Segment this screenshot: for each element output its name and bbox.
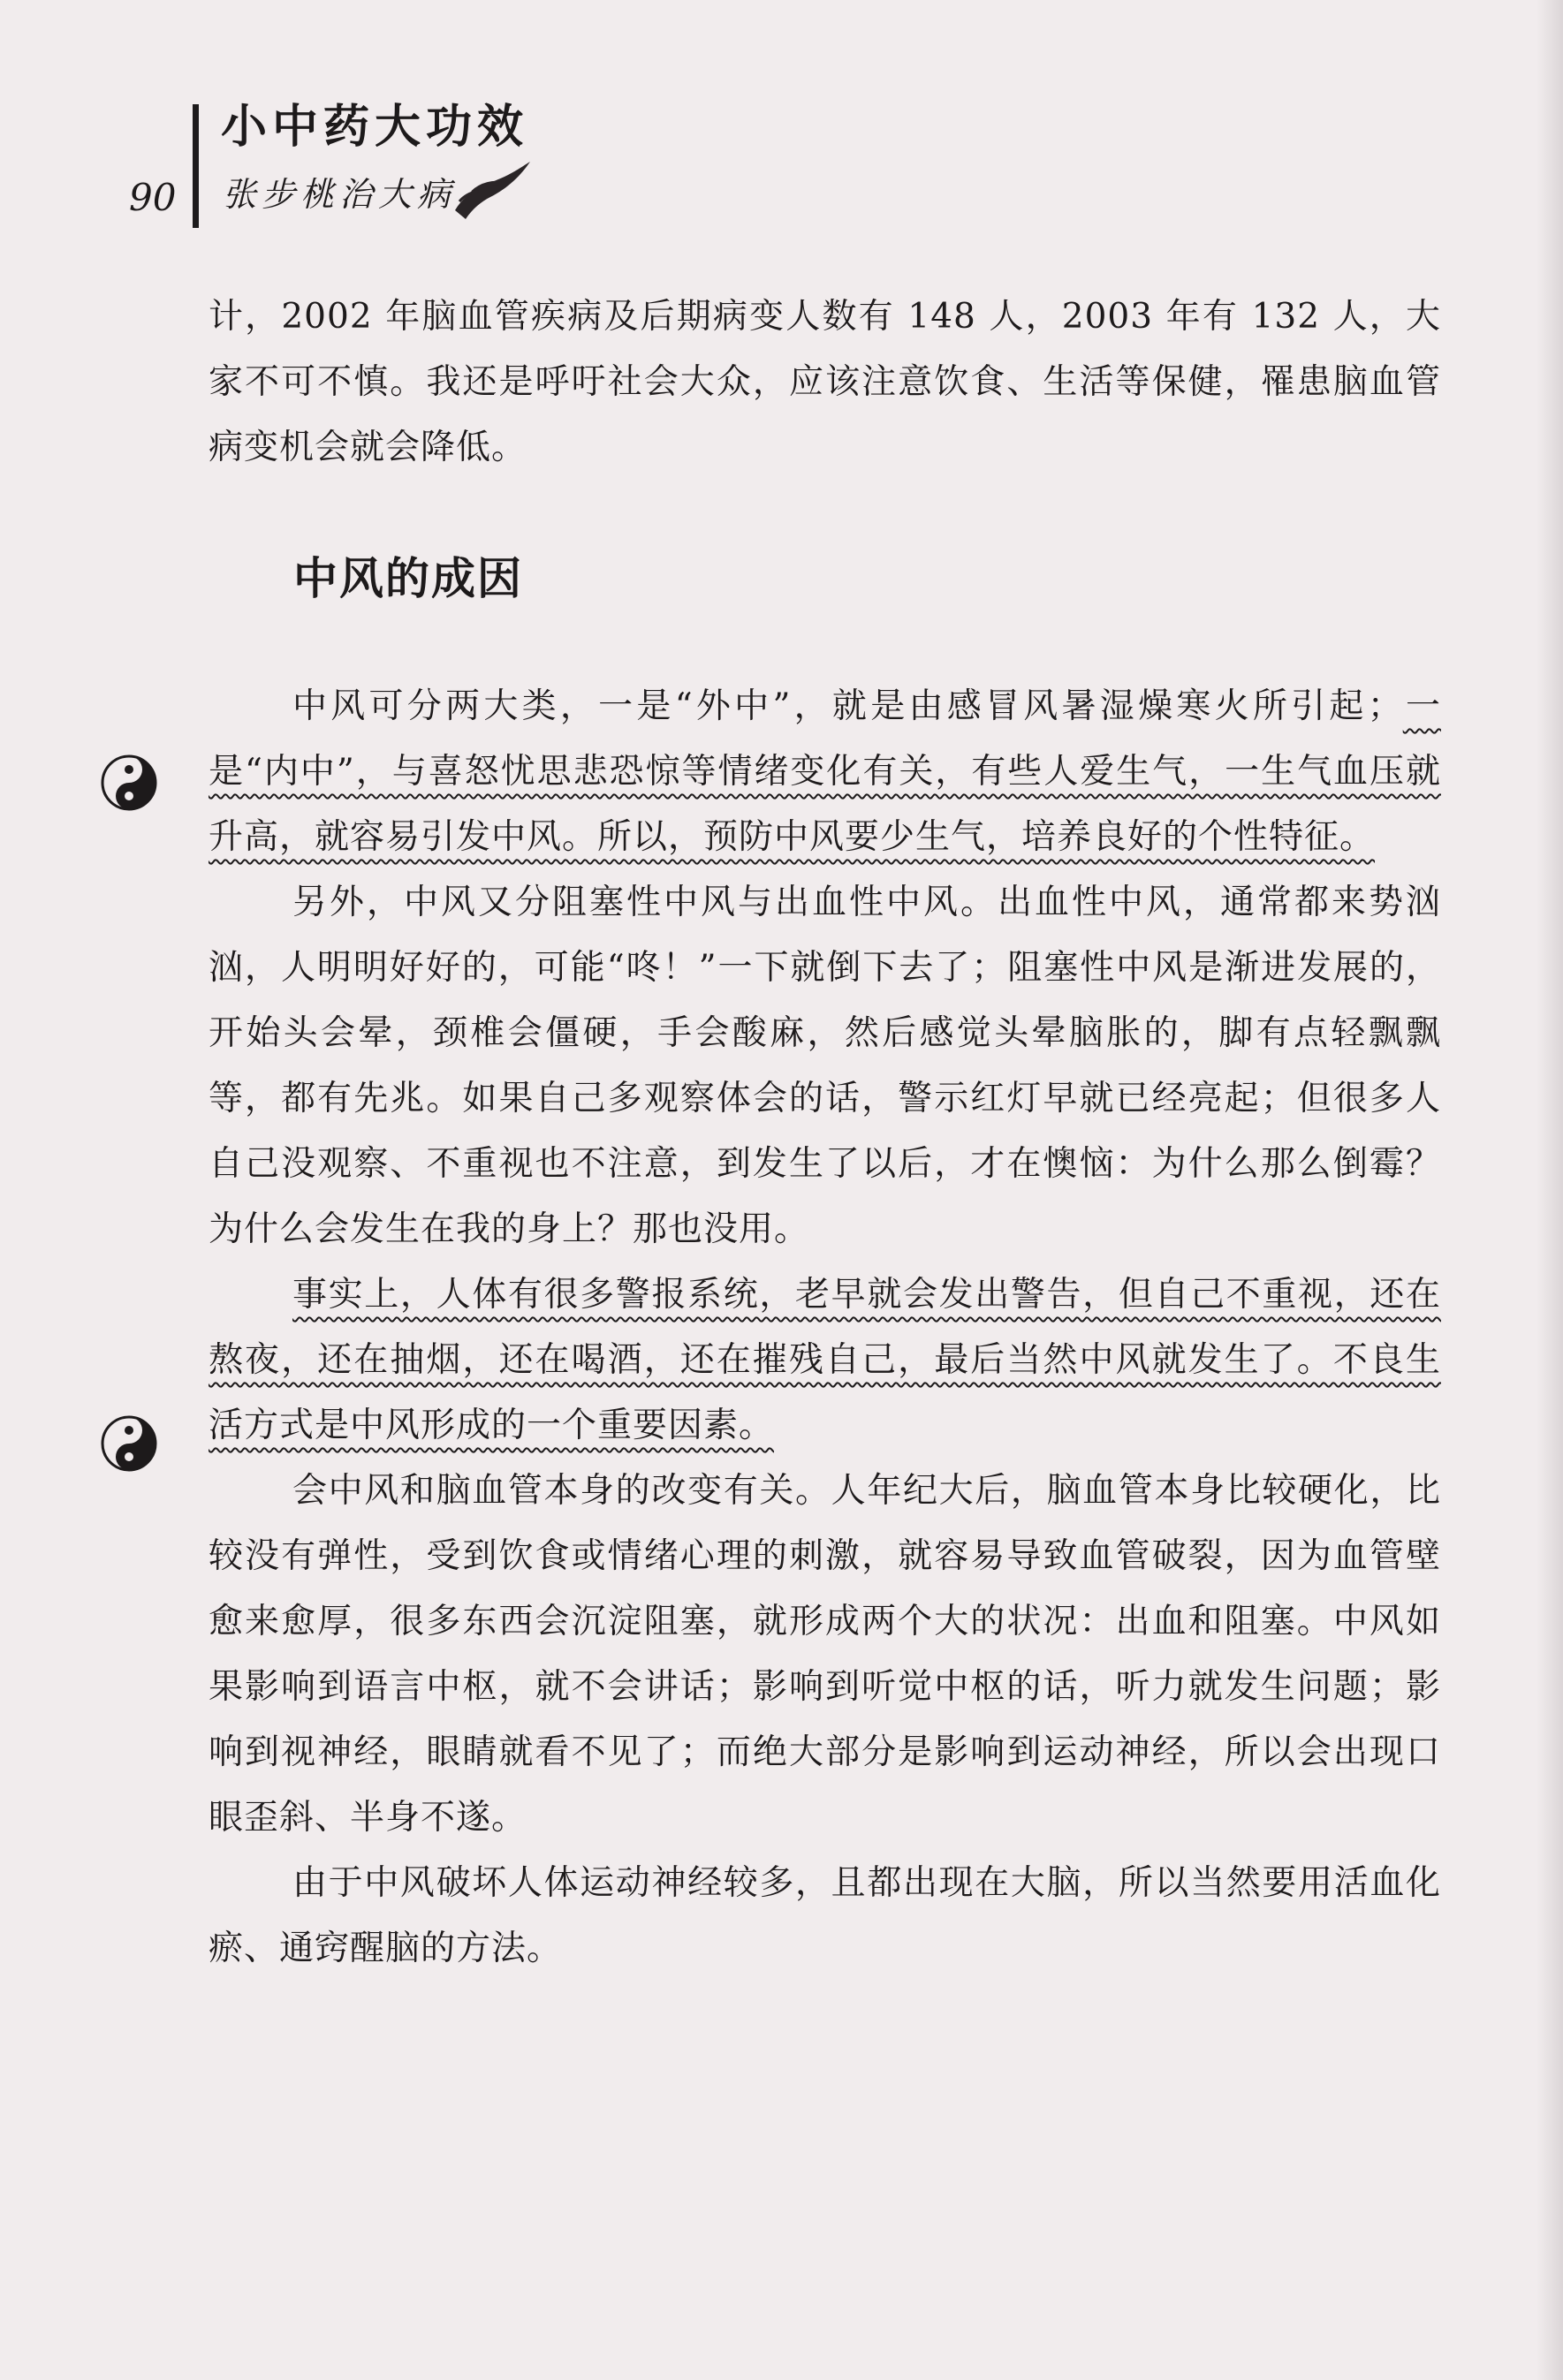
paragraph-3 [209,1262,1441,1459]
header-vertical-rule [193,104,199,228]
paragraph-1-highlight: 一是“内中”，与喜怒忧思悲恐惊等情绪变化有关，有些人爱生气，一生气血压就升高，就容易引发中风。所以，预防中风要少生气，培养良好的个性特征。 [209,686,1441,857]
brush-stroke-icon [446,157,535,228]
intro-paragraph: 计，2002 年脑血管疾病及后期病变人数有 148 人，2003 年有 132 人，大家不可不慎。我还是呼吁社会大众，应该注意饮食、生活等保健，罹患脑血管病变机会就会降低。 [209,297,1441,467]
paragraph-3-highlight: 事实上，人体有很多警报系统，老早就会发出警告，但自己不重视，还在熬夜，还在抽烟，还在喝酒，还在摧残自己，最后当然中风就发生了。不良生活方式是中风形成的一个重要因素。 [209,1275,1441,1445]
taiji-icon [99,753,159,813]
intro-paragraph-block [209,284,1441,481]
book-title: 小中药大功效 [221,101,529,154]
taiji-icon [99,1414,159,1474]
page-edge-shadow [1536,0,1563,2380]
paragraph-4: 会中风和脑血管本身的改变有关。人年纪大后，脑血管本身比较硬化，比较没有弹性，受到饮食或情绪心理的刺激，就容易导致血管破裂，因为血管壁愈来愈厚，很多东西会沉淀阻塞，就形成两个大的状况：出血和阻塞。中风如果影响到语言中枢，就不会讲话；影响到听觉中枢的话，听力就发生问题；影响到视神经，眼睛就看不见了；而绝大部分是影响到运动神经，所以会出现口眼歪斜、半身不遂。 [209,1471,1441,1838]
page-number: 90 [129,176,177,219]
paragraph-2: 另外，中风又分阻塞性中风与出血性中风。出血性中风，通常都来势汹汹，人明明好好的，可能“咚！”一下就倒下去了；阻塞性中风是渐进发展的，开始头会晕，颈椎会僵硬，手会酸麻，然后感觉头晕脑胀的，脚有点轻飘飘等，都有先兆。如果自己多观察体会的话，警示红灯早就已经亮起；但很多人自己没观察、不重视也不注意，到发生了以后，才在懊恼：为什么那么倒霉？为什么会发生在我的身上？那也没用。 [209,883,1441,1249]
main-text-block [209,674,1441,1982]
section-heading: 中风的成因 [293,553,523,604]
paragraph-1 [209,674,1441,870]
book-subtitle: 张步桃治大病 [223,175,457,214]
paragraph-1-plain: 中风可分两大类，一是“外中”，就是由感冒风暑湿燥寒火所引起； [292,686,1403,726]
paragraph-5: 由于中风破坏人体运动神经较多，且都出现在大脑，所以当然要用活血化瘀、通窍醒脑的方法。 [209,1863,1441,1968]
